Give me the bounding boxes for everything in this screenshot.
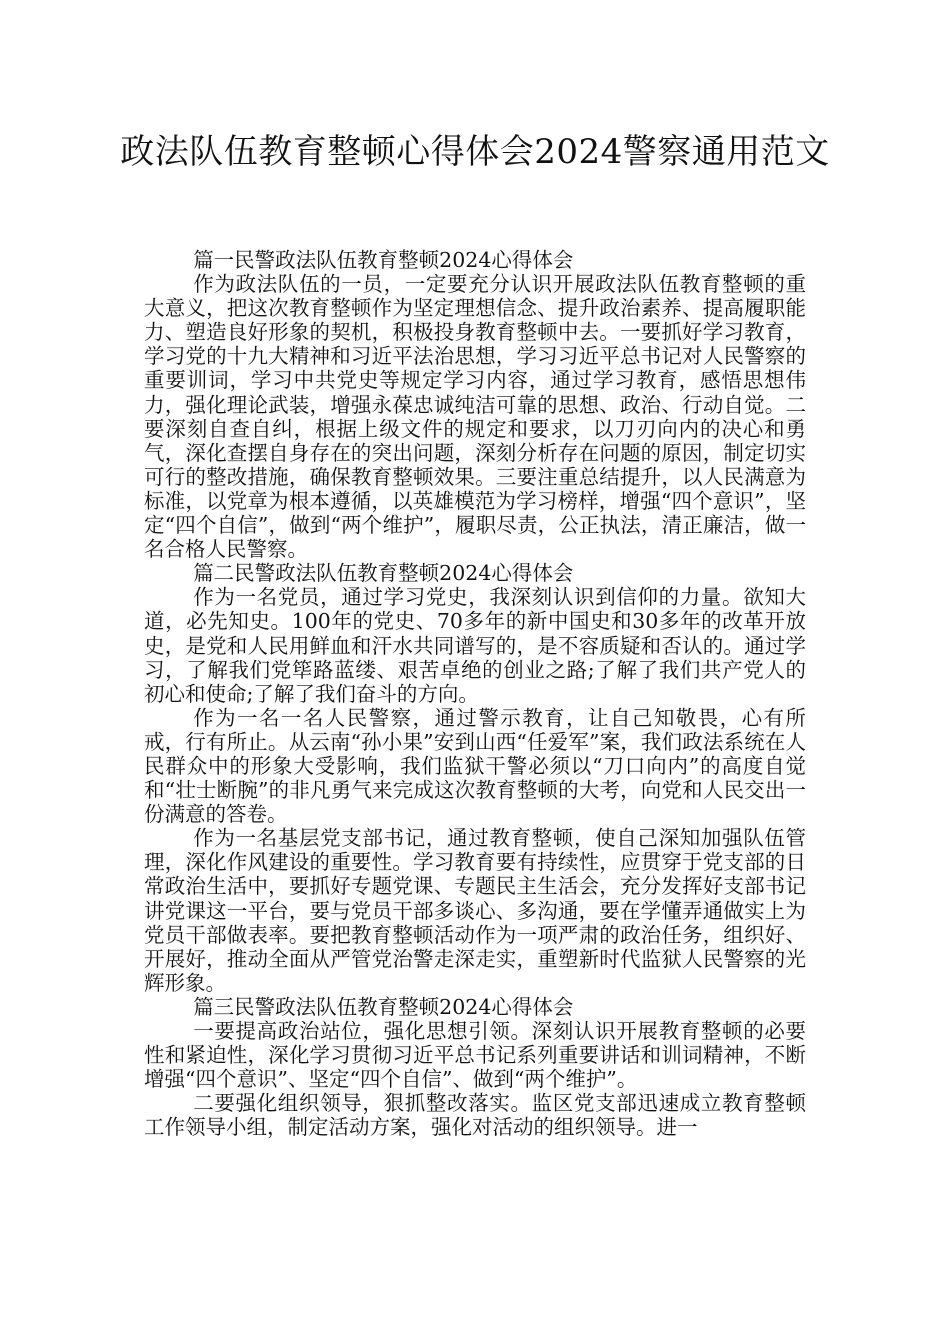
- paragraph: 二要强化组织领导，狠抓整改落实。监区党支部迅速成立教育整顿工作领导小组，制定活动方案，强化对活动的组织领导。进一: [144, 1091, 806, 1140]
- paragraph: 一要提高政治站位，强化思想引领。深刻认识开展教育整顿的必要性和紧迫性，深化学习贯彻习近平总书记系列重要讲话和训词精神，不断增强“四个意识”、坚定“四个自信”、做到“两个维护”。: [144, 1019, 806, 1092]
- paragraph: 作为政法队伍的一员，一定要充分认识开展政法队伍教育整顿的重大意义，把这次教育整顿作为坚定理想信念、提升政治素养、提高履职能力、塑造良好形象的契机，积极投身教育整顿中去。一要抓好学习教育，学习党的十九大精神和习近平法治思想，学习习近平总书记对人民警察的重要训词，学习中共党史等规定学习内容，通过学习教育，感悟思想伟力，强化理论武装，增强永葆忠诚纯洁可靠的思想、政治、行动自觉。二要深刻自查自纠，根据上级文件的规定和要求，以刀刃向内的决心和勇气，深化查摆自身存在的突出问题，深刻分析存在问题的原因，制定切实可行的整改措施，确保教育整顿效果。三要注重总结提升，以人民满意为标准，以党章为根本遵循，以英雄模范为学习榜样，增强“四个意识”，坚定“四个自信”，做到“两个维护”，履职尽责，公正执法，清正廉洁，做一名合格人民警察。: [144, 272, 806, 562]
- paragraph: 作为一名一名人民警察，通过警示教育，让自己知敬畏，心有所戒，行有所止。从云南“孙小果”安到山西“任爱军”案，我们政法系统在人民群众中的形象大受影响，我们监狱干警必须以“刀口向内”的高度自觉和“壮士断腕”的非凡勇气来完成这次教育整顿的大考，向党和人民交出一份满意的答卷。: [144, 705, 806, 827]
- document-title: 政法队伍教育整顿心得体会2024警察通用范文: [120, 132, 830, 172]
- paragraph: 作为一名党员，通过学习党史，我深刻认识到信仰的力量。欲知大道，必先知史。100年的党史、70多年的新中国史和30多年的改革开放史，是党和人民用鲜血和汗水共同谱写的，是不容质疑和否认的。通过学习，了解我们党筚路蓝缕、艰苦卓绝的创业之路;了解了我们共产党人的初心和使命;了解了我们奋斗的方向。: [144, 585, 806, 706]
- section-heading-1: 篇一民警政法队伍教育整顿2024心得体会: [193, 248, 574, 272]
- section-heading-3: 篇三民警政法队伍教育整顿2024心得体会: [193, 994, 574, 1019]
- section-heading-2: 篇二民警政法队伍教育整顿2024心得体会: [193, 561, 574, 586]
- document-body: [144, 248, 806, 1139]
- paragraph: 作为一名基层党支部书记，通过教育整顿，使自己深知加强队伍管理，深化作风建设的重要性。学习教育要有持续性，应贯穿于党支部的日常政治生活中，要抓好专题党课、专题民主生活会，充分发挥好支部书记讲党课这一平台，要与党员干部多谈心、多沟通，要在学懂弄通做实上为党员干部做表率。要把教育整顿活动作为一项严肃的政治任务，组织好、开展好，推动全面从严管党治警走深走实，重塑新时代监狱人民警察的光辉形象。: [144, 826, 806, 995]
